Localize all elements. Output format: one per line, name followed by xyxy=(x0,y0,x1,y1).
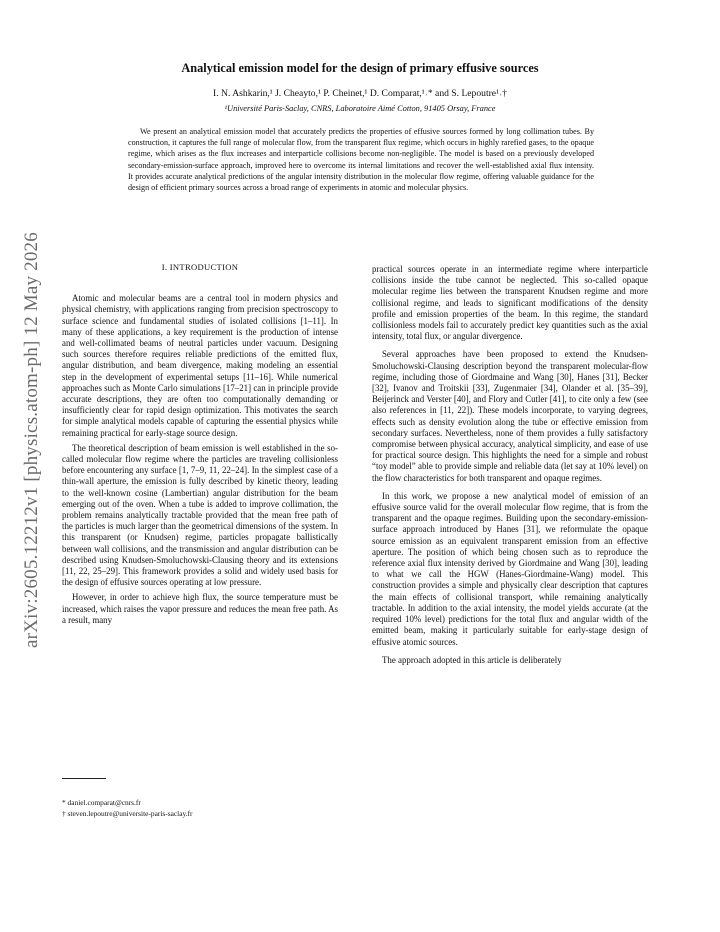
section-heading-introduction: I. INTRODUCTION xyxy=(161,262,239,272)
footnote-divider xyxy=(62,778,106,779)
intro-paragraph-3-continued: practical sources operate in an intermediate regime where interparticle collisions inside the tube cannot be neglected. This so-called opaque molecular regime lies between the transparent Knudsen regime and more collisional regime, and leads to significant modifications of the density profile and emission properties of the beam. In this regime, the standard collisionless models fail to accurately predict key quantities such as the axial intensity, total flux, or angular divergence. xyxy=(372,264,648,342)
abstract: We present an analytical emission model that accurately predicts the properties of effusive sources formed by long collimation tubes. By construction, it captures the full range of molecular flow, from the transparent flux regime, which occurs in highly rarefied gases, to the opaque regime, which arises as the flux increases and interparticle collisions become non-negligible. The model is based on a previously developed secondary-emission-surface approach, improved here to overcome its internal limitations and recover the well-established axial flux intensity. It provides accurate analytical predictions of the angular intensity distribution in the molecular flow regime, offering valuable guidance for the design of efficient primary sources across a broad range of experiments in atomic and molecular physics. xyxy=(128,127,594,193)
arxiv-identifier-margin xyxy=(6,200,58,680)
intro-paragraph-5: In this work, we propose a new analytical model of emission of an effusive source valid for the overall molecular flow regime, that is from the transparent and the opaque regimes. Building upon the secondary-emission-surface approach introduced by Hanes [31], we reformulate the opaque source emission as an equivalent transparent emission from an effective aperture. The position of which being chosen such as to reproduce the reference axial flux intensity derived by Giordmaine and Wang [30], leading to what we call the HGW (Hanes-Giordmaine-Wang) model. This construction provides a simple and physically clear description that captures the main effects of collisional transport, while remaining analytically tractable. In addition to the axial intensity, the model yields accurate (at the required 10% level) predictions for the total flux and angular width of the emitted beam, making it particularly suitable for early-stage design of effusive atomic sources. xyxy=(372,490,648,647)
intro-paragraph-1: Atomic and molecular beams are a central tool in modern physics and physical chemistry, with applications ranging from precision spectroscopy to surface science and fundamental studies of isolated collisions [1–11]. In many of these applications, a key requirement is the production of intense and well-collimated beams of neutral particles under vacuum. Designing such sources therefore requires reliable predictions of the emitted flux, angular distribution, and beam divergence, making modeling an essential step in the development of experimental setups [11–16]. While numerical approaches such as Monte Carlo simulations [17–21] can in principle provide accurate descriptions, they are often too computationally demanding or insufficiently clear for rapid design optimization. This motivates the search for simple analytical models capable of capturing the essential physics while remaining practical for early-stage source design. xyxy=(62,293,338,438)
intro-paragraph-3: However, in order to achieve high flux, the source temperature must be increased, which raises the vapor pressure and reduces the mean free path. As a result, many xyxy=(62,592,338,625)
right-column xyxy=(372,264,648,670)
paper-title: Analytical emission model for the design of primary effusive sources xyxy=(181,61,539,75)
author-list: I. N. Ashkarin,¹ J. Cheayto,¹ P. Cheinet,¹ D. Comparat,¹˒* and S. Lepoutre¹˒† xyxy=(213,88,507,99)
arxiv-identifier: arXiv:2605.12212v1 [physics.atom-ph] 12 May 2026 xyxy=(21,232,42,648)
footnote-email-lepoutre: † steven.lepoutre@universite-paris-saclay.fr xyxy=(62,809,193,818)
intro-paragraph-6: The approach adopted in this article is deliberately xyxy=(382,654,562,665)
intro-paragraph-4: Several approaches have been proposed to extend the Knudsen-Smoluchowski-Clausing description beyond the transparent molecular-flow regime, including those of Giordmaine and Wang [30], Hanes [31], Becker [32], Ivanov and Troitskii [33], Zugenmaier [34], Olander et al. [35–39], Beijerinck and Verster [40], and Flory and Cutler [41], to cite only a few (see also references in [11, 22]). These models incorporate, to varying degrees, effects such as density evolution along the tube or effective emission from secondary surfaces. Nevertheless, none of them provides a fully satisfactory compromise between physical accuracy, analytical simplicity, and ease of use for practical source design. This highlights the need for a simple and robust “toy model” able to provide simple and reliable data (let say at 10% level) on the flow characteristics for both transparent and opaque regimes. xyxy=(372,349,648,483)
intro-paragraph-2: The theoretical description of beam emission is well established in the so-called molecular flow regime where the particles are traveling collisionless before encountering any surface [1, 7–9, 11, 22–24]. In the simplest case of a thin-wall aperture, the emission is fully described by kinetic theory, leading to the well-known cosine (Lambertian) angular distribution for the beam emerging out of the oven. When a tube is added to improve collimation, the problem remains analytically tractable provided that the mean free path of the particles is much larger than the geometrical dimensions of the system. In this transparent (or Knudsen) regime, particles propagate ballistically between wall collisions, and the transmission and angular distribution can be described using Knudsen-Smoluchowski-Clausing theory and its extensions [11, 22, 25–29]. This framework provides a solid and widely used basis for the design of effusive sources operating at low pressure. xyxy=(62,442,338,588)
footnote-email-comparat: * daniel.comparat@cnrs.fr xyxy=(62,798,141,807)
footnotes xyxy=(62,797,192,819)
left-column xyxy=(62,262,338,630)
affiliation: ¹Université Paris-Saclay, CNRS, Laboratoire Aimé Cotton, 91405 Orsay, France xyxy=(224,104,496,113)
